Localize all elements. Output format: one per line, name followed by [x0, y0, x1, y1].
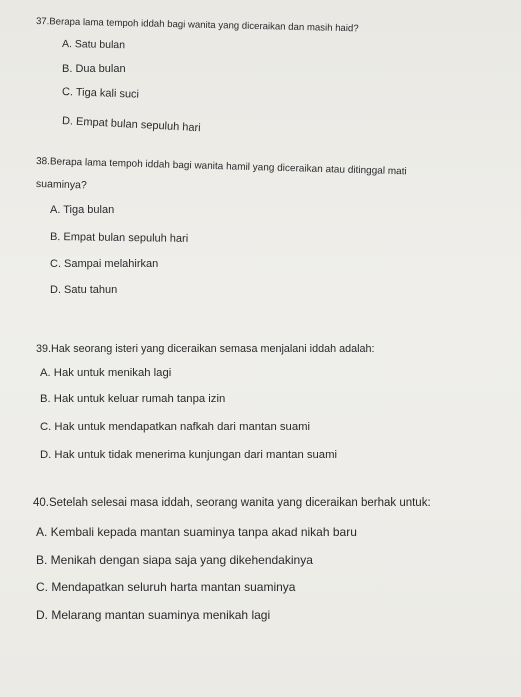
question-37-text: 37.Berapa lama tempoh iddah bagi wanita yang diceraikan dan masih haid?	[35, 16, 359, 35]
question-39-option-b: B. Hak untuk keluar rumah tanpa izin	[40, 393, 226, 405]
question-39-option-a: A. Hak untuk menikah lagi	[40, 367, 172, 379]
question-38-option-d: D. Satu tahun	[50, 284, 118, 296]
question-39-option-d: D. Hak untuk tidak menerima kunjungan dari mantan suami	[40, 449, 338, 461]
question-37-option-a: A. Satu bulan	[61, 38, 126, 52]
question-37-option-c: C. Tiga kali suci	[61, 86, 140, 101]
question-40-option-c: C. Mendapatkan seluruh harta mantan suaminya	[36, 580, 296, 594]
question-37-option-b: B. Dua bulan	[62, 63, 126, 75]
question-39-option-c: C. Hak untuk mendapatkan nafkah dari mantan suami	[40, 421, 311, 433]
question-37-option-d: D. Empat bulan sepuluh hari	[61, 115, 201, 135]
question-40-option-a: A. Kembali kepada mantan suaminya tanpa akad nikah baru	[36, 525, 357, 539]
question-38-option-a: A. Tiga bulan	[50, 204, 115, 216]
question-38-option-c: C. Sampai melahirkan	[50, 258, 159, 270]
question-38-option-b: B. Empat bulan sepuluh hari	[49, 231, 189, 245]
question-38-text-line1: 38.Berapa lama tempoh iddah bagi wanita hamil yang diceraikan atau ditinggal mati	[35, 156, 407, 178]
question-40-option-b: B. Menikah dengan siapa saja yang dikehendakinya	[36, 553, 313, 567]
question-40-option-d: D. Melarang mantan suaminya menikah lagi	[36, 608, 271, 622]
question-38-text-line2: suaminya?	[35, 178, 87, 192]
question-39-text: 39.Hak seorang isteri yang diceraikan semasa menjalani iddah adalah:	[36, 343, 375, 355]
question-40-text: 40.Setelah selesai masa iddah, seorang wanita yang diceraikan berhak untuk:	[33, 497, 431, 509]
